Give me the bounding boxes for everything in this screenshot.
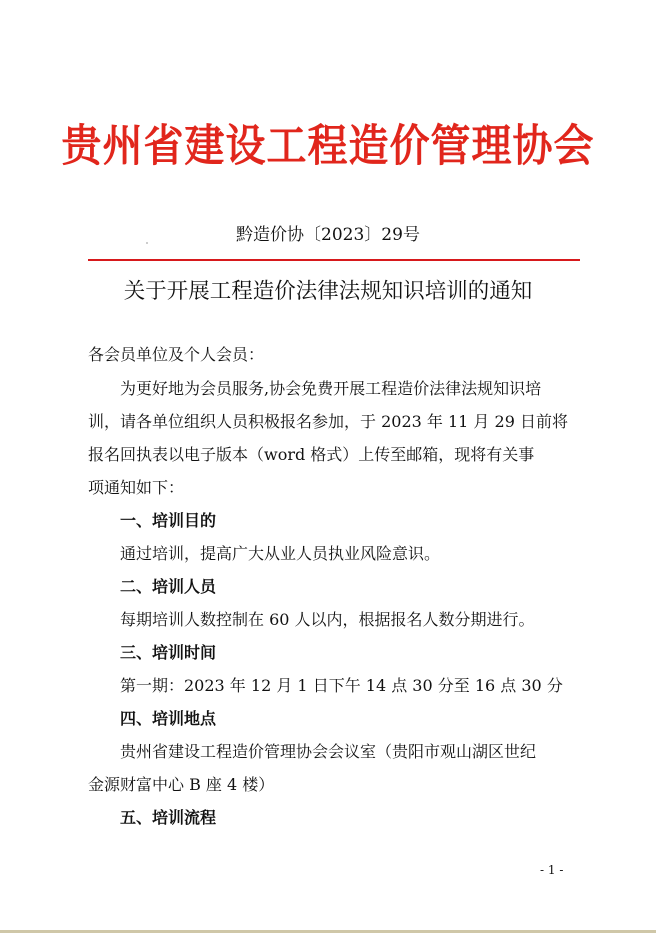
section-text: 贵州省建设工程造价管理协会会议室（贵阳市观山湖区世纪	[120, 742, 537, 761]
document-number: 黔造价协〔2023〕29号	[236, 225, 420, 245]
section-text: 金源财富中心 B 座 4 楼）	[88, 775, 275, 794]
section-text: 每期培训人数控制在 60 人以内，根据报名人数分期进行。	[120, 610, 535, 629]
section-text: 第一期：2023 年 12 月 1 日下午 14 点 30 分至 16 点 30 分	[120, 676, 563, 695]
salutation: 各会员单位及个人会员：	[88, 345, 265, 364]
section-heading: 二、培训人员	[120, 577, 217, 596]
notice-title: 关于开展工程造价法律法规知识培训的通知	[123, 279, 533, 304]
section-heading: 五、培训流程	[120, 808, 217, 827]
scan-speck	[146, 242, 148, 244]
section-heading: 一、培训目的	[120, 511, 217, 530]
organization-title: 贵州省建设工程造价管理协会	[61, 120, 595, 172]
red-divider-line	[88, 259, 580, 261]
intro-line: 训，请各单位组织人员积极报名参加，于 2023 年 11 月 29 日前将	[88, 412, 568, 431]
section-heading: 四、培训地点	[120, 709, 217, 728]
intro-line: 为更好地为会员服务,协会免费开展工程造价法律法规知识培	[120, 379, 542, 398]
intro-line: 报名回执表以电子版本（word 格式）上传至邮箱，现将有关事	[88, 445, 535, 464]
section-heading: 三、培训时间	[120, 643, 217, 662]
intro-line: 项通知如下：	[88, 478, 185, 497]
section-text: 通过培训，提高广大从业人员执业风险意识。	[120, 544, 441, 563]
page-number: - 1 -	[540, 863, 564, 877]
